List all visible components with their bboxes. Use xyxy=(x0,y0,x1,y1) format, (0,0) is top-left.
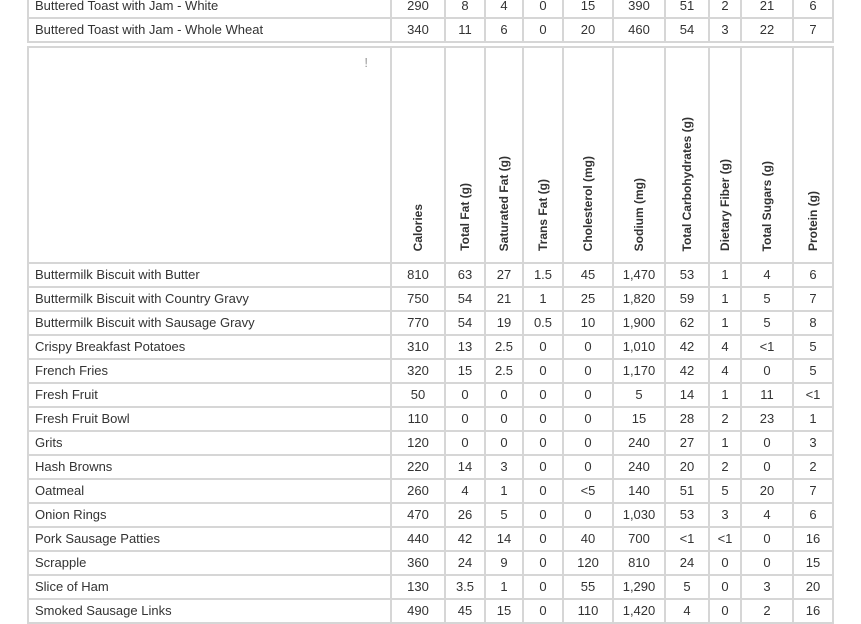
value-cell: 27 xyxy=(485,263,523,287)
value-cell: <5 xyxy=(563,479,613,503)
value-cell: 4 xyxy=(741,503,793,527)
value-cell: 3 xyxy=(709,503,741,527)
value-cell: 25 xyxy=(563,287,613,311)
value-cell: 55 xyxy=(563,575,613,599)
item-name-cell: Onion Rings xyxy=(28,503,391,527)
value-cell: 15 xyxy=(613,407,665,431)
value-cell: 1 xyxy=(523,287,563,311)
table-row xyxy=(28,311,833,335)
value-cell: 15 xyxy=(485,599,523,623)
value-cell: 260 xyxy=(391,479,445,503)
item-name-cell: Smoked Sausage Links xyxy=(28,599,391,623)
value-cell: 110 xyxy=(563,599,613,623)
value-cell: 0 xyxy=(445,431,485,455)
value-cell: 26 xyxy=(445,503,485,527)
value-cell: <1 xyxy=(709,527,741,551)
value-cell: 0 xyxy=(563,383,613,407)
value-cell: 1 xyxy=(485,575,523,599)
value-cell: 21 xyxy=(741,0,793,18)
value-cell: 9 xyxy=(485,551,523,575)
value-cell: 4 xyxy=(709,359,741,383)
value-cell: 2 xyxy=(709,407,741,431)
column-header-trans-fat[interactable]: Trans Fat (g) xyxy=(523,47,563,263)
value-cell: 7 xyxy=(793,479,833,503)
value-cell: 4 xyxy=(445,479,485,503)
value-cell: 3 xyxy=(741,575,793,599)
value-cell: 1,030 xyxy=(613,503,665,527)
previous-nutrition-table xyxy=(27,0,834,43)
value-cell: 0 xyxy=(523,383,563,407)
table-row xyxy=(28,479,833,503)
nutrition-table xyxy=(27,46,834,624)
value-cell: 1 xyxy=(793,407,833,431)
column-header-saturated-fat[interactable]: Saturated Fat (g) xyxy=(485,47,523,263)
value-cell: 0 xyxy=(523,479,563,503)
value-cell: 0 xyxy=(741,455,793,479)
item-name-cell: Pork Sausage Patties xyxy=(28,527,391,551)
table-row xyxy=(28,575,833,599)
value-cell: 2 xyxy=(793,455,833,479)
value-cell: 8 xyxy=(793,311,833,335)
value-cell: 0 xyxy=(485,407,523,431)
value-cell: 1,170 xyxy=(613,359,665,383)
value-cell: 27 xyxy=(665,431,709,455)
value-cell: 0 xyxy=(523,575,563,599)
table-row xyxy=(28,551,833,575)
value-cell: 0 xyxy=(563,407,613,431)
value-cell: 0 xyxy=(741,551,793,575)
value-cell: 4 xyxy=(741,263,793,287)
column-header-dietary-fiber[interactable]: Dietary Fiber (g) xyxy=(709,47,741,263)
item-name-cell: Hash Browns xyxy=(28,455,391,479)
item-name-cell: Oatmeal xyxy=(28,479,391,503)
value-cell: 340 xyxy=(391,18,445,42)
value-cell: 20 xyxy=(563,18,613,42)
value-cell: 6 xyxy=(793,503,833,527)
value-cell: 0 xyxy=(445,407,485,431)
value-cell: 21 xyxy=(485,287,523,311)
value-cell: 20 xyxy=(793,575,833,599)
value-cell: 14 xyxy=(485,527,523,551)
item-name-cell: Crispy Breakfast Potatoes xyxy=(28,335,391,359)
value-cell: 24 xyxy=(665,551,709,575)
value-cell: 390 xyxy=(613,0,665,18)
value-cell: 3 xyxy=(709,18,741,42)
value-cell: 11 xyxy=(741,383,793,407)
value-cell: 16 xyxy=(793,527,833,551)
value-cell: 1 xyxy=(709,431,741,455)
value-cell: 1 xyxy=(709,383,741,407)
value-cell: 4 xyxy=(665,599,709,623)
value-cell: 45 xyxy=(563,263,613,287)
value-cell: 42 xyxy=(665,359,709,383)
value-cell: 5 xyxy=(741,287,793,311)
value-cell: 0 xyxy=(485,431,523,455)
header-row xyxy=(28,47,833,263)
value-cell: 51 xyxy=(665,479,709,503)
value-cell: 40 xyxy=(563,527,613,551)
value-cell: 470 xyxy=(391,503,445,527)
value-cell: 120 xyxy=(391,431,445,455)
value-cell: 0.5 xyxy=(523,311,563,335)
value-cell: 320 xyxy=(391,359,445,383)
value-cell: 0 xyxy=(563,359,613,383)
value-cell: 5 xyxy=(485,503,523,527)
value-cell: 1 xyxy=(709,311,741,335)
item-name-cell: Buttered Toast with Jam - Whole Wheat xyxy=(28,18,391,42)
value-cell: 240 xyxy=(613,455,665,479)
value-cell: 13 xyxy=(445,335,485,359)
value-cell: 15 xyxy=(793,551,833,575)
value-cell: 0 xyxy=(523,431,563,455)
value-cell: 1 xyxy=(485,479,523,503)
column-header-total-sugars[interactable]: Total Sugars (g) xyxy=(741,47,793,263)
value-cell: 0 xyxy=(523,0,563,18)
value-cell: 20 xyxy=(741,479,793,503)
value-cell: 23 xyxy=(741,407,793,431)
table-row xyxy=(28,263,833,287)
value-cell: 4 xyxy=(709,335,741,359)
value-cell: 120 xyxy=(563,551,613,575)
value-cell: 0 xyxy=(563,455,613,479)
value-cell: 310 xyxy=(391,335,445,359)
value-cell: 810 xyxy=(613,551,665,575)
value-cell: 460 xyxy=(613,18,665,42)
column-header-calories[interactable]: Calories xyxy=(391,47,445,263)
table-row xyxy=(28,599,833,623)
value-cell: 1,470 xyxy=(613,263,665,287)
value-cell: 3.5 xyxy=(445,575,485,599)
value-cell: 11 xyxy=(445,18,485,42)
value-cell: 7 xyxy=(793,18,833,42)
value-cell: 4 xyxy=(485,0,523,18)
value-cell: 15 xyxy=(445,359,485,383)
table-row xyxy=(28,431,833,455)
value-cell: 2 xyxy=(709,0,741,18)
value-cell: 28 xyxy=(665,407,709,431)
value-cell: 0 xyxy=(563,335,613,359)
item-name-cell: Buttermilk Biscuit with Country Gravy xyxy=(28,287,391,311)
value-cell: 0 xyxy=(563,503,613,527)
item-name-cell: Scrapple xyxy=(28,551,391,575)
value-cell: 1,010 xyxy=(613,335,665,359)
item-name-cell: French Fries xyxy=(28,359,391,383)
value-cell: 50 xyxy=(391,383,445,407)
value-cell: 0 xyxy=(741,359,793,383)
item-name-cell: Slice of Ham xyxy=(28,575,391,599)
value-cell: 700 xyxy=(613,527,665,551)
value-cell: 62 xyxy=(665,311,709,335)
value-cell: 810 xyxy=(391,263,445,287)
value-cell: 0 xyxy=(523,359,563,383)
value-cell: 490 xyxy=(391,599,445,623)
value-cell: 130 xyxy=(391,575,445,599)
value-cell: 140 xyxy=(613,479,665,503)
table-row xyxy=(28,335,833,359)
value-cell: 6 xyxy=(793,263,833,287)
value-cell: 240 xyxy=(613,431,665,455)
value-cell: 20 xyxy=(665,455,709,479)
value-cell: 45 xyxy=(445,599,485,623)
value-cell: 5 xyxy=(613,383,665,407)
value-cell: 1 xyxy=(709,263,741,287)
table-row xyxy=(28,18,833,42)
value-cell: 19 xyxy=(485,311,523,335)
value-cell: 16 xyxy=(793,599,833,623)
value-cell: 5 xyxy=(709,479,741,503)
value-cell: 0 xyxy=(523,18,563,42)
table-row xyxy=(28,407,833,431)
value-cell: 0 xyxy=(741,527,793,551)
value-cell: 10 xyxy=(563,311,613,335)
value-cell: 770 xyxy=(391,311,445,335)
table-row xyxy=(28,0,833,18)
value-cell: 0 xyxy=(485,383,523,407)
value-cell: 750 xyxy=(391,287,445,311)
value-cell: <1 xyxy=(741,335,793,359)
value-cell: 59 xyxy=(665,287,709,311)
table-row xyxy=(28,527,833,551)
item-name-cell: Buttermilk Biscuit with Butter xyxy=(28,263,391,287)
value-cell: 6 xyxy=(485,18,523,42)
value-cell: 54 xyxy=(665,18,709,42)
value-cell: 8 xyxy=(445,0,485,18)
value-cell: <1 xyxy=(665,527,709,551)
value-cell: 0 xyxy=(523,407,563,431)
value-cell: <1 xyxy=(793,383,833,407)
value-cell: 1.5 xyxy=(523,263,563,287)
value-cell: 63 xyxy=(445,263,485,287)
value-cell: 3 xyxy=(793,431,833,455)
column-header-protein[interactable]: Protein (g) xyxy=(793,47,833,263)
value-cell: 0 xyxy=(709,599,741,623)
value-cell: 42 xyxy=(665,335,709,359)
column-header-total-fat[interactable]: Total Fat (g) xyxy=(445,47,485,263)
value-cell: 0 xyxy=(523,455,563,479)
column-header-sodium[interactable]: Sodium (mg) xyxy=(613,47,665,263)
value-cell: 0 xyxy=(523,335,563,359)
value-cell: 2.5 xyxy=(485,335,523,359)
value-cell: 5 xyxy=(665,575,709,599)
table-row xyxy=(28,383,833,407)
value-cell: 5 xyxy=(793,335,833,359)
column-header-cholesterol[interactable]: Cholesterol (mg) xyxy=(563,47,613,263)
value-cell: 2.5 xyxy=(485,359,523,383)
value-cell: 440 xyxy=(391,527,445,551)
value-cell: 22 xyxy=(741,18,793,42)
value-cell: 42 xyxy=(445,527,485,551)
value-cell: 0 xyxy=(563,431,613,455)
table-row xyxy=(28,359,833,383)
table-row xyxy=(28,287,833,311)
value-cell: 14 xyxy=(665,383,709,407)
value-cell: 54 xyxy=(445,287,485,311)
value-cell: 7 xyxy=(793,287,833,311)
value-cell: 54 xyxy=(445,311,485,335)
item-name-cell: Fresh Fruit Bowl xyxy=(28,407,391,431)
value-cell: 0 xyxy=(523,551,563,575)
value-cell: 220 xyxy=(391,455,445,479)
value-cell: 2 xyxy=(709,455,741,479)
value-cell: 360 xyxy=(391,551,445,575)
value-cell: 0 xyxy=(445,383,485,407)
item-name-cell: Grits xyxy=(28,431,391,455)
value-cell: 51 xyxy=(665,0,709,18)
value-cell: 1,820 xyxy=(613,287,665,311)
column-header-total-carbohydrates[interactable]: Total Carbohydrates (g) xyxy=(665,47,709,263)
value-cell: 290 xyxy=(391,0,445,18)
value-cell: 5 xyxy=(793,359,833,383)
value-cell: 5 xyxy=(741,311,793,335)
value-cell: 110 xyxy=(391,407,445,431)
value-cell: 14 xyxy=(445,455,485,479)
item-header-cell[interactable] xyxy=(28,47,391,263)
item-name-cell: Buttered Toast with Jam - White xyxy=(28,0,391,18)
item-name-cell: Fresh Fruit xyxy=(28,383,391,407)
sort-indicator-icon: ! xyxy=(364,55,368,70)
value-cell: 15 xyxy=(563,0,613,18)
value-cell: 53 xyxy=(665,263,709,287)
value-cell: 0 xyxy=(523,599,563,623)
value-cell: 1 xyxy=(709,287,741,311)
value-cell: 3 xyxy=(485,455,523,479)
value-cell: 0 xyxy=(709,551,741,575)
table-row xyxy=(28,455,833,479)
value-cell: 0 xyxy=(523,527,563,551)
value-cell: 0 xyxy=(709,575,741,599)
value-cell: 24 xyxy=(445,551,485,575)
value-cell: 1,420 xyxy=(613,599,665,623)
value-cell: 1,900 xyxy=(613,311,665,335)
value-cell: 53 xyxy=(665,503,709,527)
table-row xyxy=(28,503,833,527)
value-cell: 6 xyxy=(793,0,833,18)
value-cell: 2 xyxy=(741,599,793,623)
item-name-cell: Buttermilk Biscuit with Sausage Gravy xyxy=(28,311,391,335)
value-cell: 0 xyxy=(523,503,563,527)
value-cell: 0 xyxy=(741,431,793,455)
value-cell: 1,290 xyxy=(613,575,665,599)
